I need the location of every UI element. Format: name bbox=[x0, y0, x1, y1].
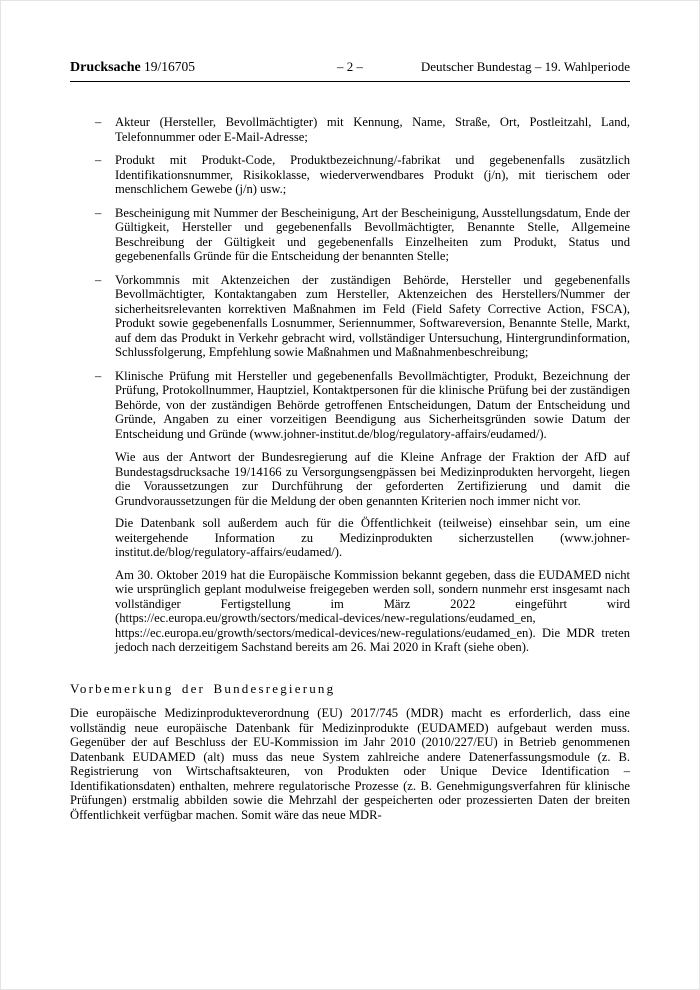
dash-marker: – bbox=[95, 115, 102, 129]
header-rule bbox=[70, 81, 630, 82]
drucksache-label: Drucksache bbox=[70, 60, 141, 75]
dash-marker: – bbox=[95, 272, 102, 287]
body-paragraph: Die europäische Medizinprodukteverordnung (EU) 2017/745 (MDR) macht es erforderlich, dass eine vollständig neue europäische Datenbank für Medizinprodukte (EUDAMED) aufgebaut werden muss. Gegenüber der auf Beschluss der EU-Kommission im Jahr 2010 (2010/227/EU) in Betrieb genommenen Datenbank EUDAMED (alt) muss das neue System zahlreiche andere Datenerfassungsmodule (z. B. Registrierung von Wirtschaftsakteuren, von Produkten oder Unique Device Identification – Identifikationsdaten) enthalten, mehrere regulatorische Prozesse (z. B. Genehmigungsverfahren für klinische Prüfungen) erstmalig abbilden sowie die Mehrzahl der gespeicherten oder prozessierten Daten der breiten Öffentlichkeit verfügbar machen. Somit wäre das neue MDR- bbox=[70, 706, 630, 822]
list-item bbox=[70, 153, 630, 197]
dash-marker: – bbox=[95, 153, 102, 167]
list-item-text: Vorkommnis mit Aktenzeichen der zuständigen Behörde, Hersteller und gegebenenfalls Bevollmächtigter, Kontaktangaben zum Hersteller, Aktenzeichen des Herstellers/Nummer der sicherheitsrelevanten korrektiven Maßnahmen im Feld (Field Safety Corrective Action, FSCA), Produkt sowie gegebenenfalls Losnummer, Seriennummer, Softwareversion, Benannte Stelle, Markt, auf dem das Produkt in Verkehr gebracht wird, vollständiger Untersuchung, Hintergrundinformation, Schlussfolgerung, Empfehlung sowie Maßnahmen und Maßnahmenbeschreibung; bbox=[115, 272, 630, 359]
list-item-text: Klinische Prüfung mit Hersteller und gegebenenfalls Bevollmächtigter, Produkt, Bezeichnung der Prüfung, Protokollnummer, Hauptziel, Kontaktpersonen für die klinische Prüfung bei der zuständigen Behörde, von der zuständigen Behörde getroffenen Entscheidungen, Datum der Entscheidung und Gründe, Angaben zu einer vorzeitigen Beendigung aus Sicherheitsgründen sowie Datum der Entscheidung und Gründe (www.johner-institut.de/blog/regulatory-affairs/eudamed/). bbox=[115, 368, 630, 441]
body-paragraph: Am 30. Oktober 2019 hat die Europäische Kommission bekannt gegeben, dass die EUDAMED nicht wie ursprünglich geplant modulweise freigegeben werden soll, sondern nunmehr erst insgesamt nach vollständiger Fertigstellung im März 2022 eingeführt wird (https://ec.europa.eu/growth/sectors/medical-devices/new-regulations/eudamed_en, https://ec.europa.eu/growth/sectors/medical-devices/new-regulations/eudamed_en). Die MDR treten jedoch nach derzeitigem Sachstand bereits am 26. Mai 2020 in Kraft (siehe oben). bbox=[115, 567, 630, 654]
drucksache-number: 19/16705 bbox=[144, 59, 196, 74]
page-number: – 2 – bbox=[337, 59, 363, 74]
list-item bbox=[70, 369, 630, 442]
document-body bbox=[70, 115, 630, 822]
list-item-text: Produkt mit Produkt-Code, Produktbezeichnung/-fabrikat und gegebenenfalls zusätzlich Identifikationsnummer, Risikoklasse, wiederverwendbares Produkt (j/n), mit tierischem oder menschlichem Gewebe (j/n) usw.; bbox=[115, 153, 630, 196]
page-header bbox=[70, 59, 630, 76]
list-item bbox=[70, 273, 630, 360]
criteria-list bbox=[70, 115, 630, 441]
wahlperiode-title: Deutscher Bundestag – 19. Wahlperiode bbox=[420, 59, 630, 74]
dash-marker: – bbox=[95, 205, 102, 220]
doc-number-block bbox=[70, 59, 195, 76]
body-paragraph: Die Datenbank soll außerdem auch für die Öffentlichkeit (teilweise) einsehbar sein, um eine weitergehende Information zu Medizinprodukten sicherzustellen (www.johner-institut.de/blog/regulatory-affairs/eudamed/). bbox=[115, 516, 630, 559]
list-item-text: Bescheinigung mit Nummer der Bescheinigung, Art der Bescheinigung, Ausstellungsdatum, Ende der Gültigkeit, Hersteller und gegebenenfalls Bevollmächtigter, Benannte Stelle, Allgemeine Beschreibung der Gültigkeit und gegebenenfalls Einzelheiten zum Produkt, Status und gegebenenfalls Gründe für die Entscheidung der benannten Stelle; bbox=[115, 205, 630, 263]
list-item bbox=[70, 115, 630, 144]
list-item bbox=[70, 206, 630, 264]
list-item-text: Akteur (Hersteller, Bevollmächtigter) mit Kennung, Name, Straße, Ort, Postleitzahl, Land, Telefonnummer oder E-Mail-Adresse; bbox=[115, 115, 630, 144]
section-heading-vorbemerkung: Vorbemerkung der Bundesregierung bbox=[70, 680, 336, 696]
body-paragraph: Wie aus der Antwort der Bundesregierung auf die Kleine Anfrage der Fraktion der AfD auf Bundestagsdrucksache 19/14166 zu Versorgungsengpässen bei Medizinprodukten hervorgeht, liegen die Voraussetzungen zur Durchführung der geforderten Zertifizierung und damit die Grundvoraussetzungen für die Meldung der oben genannten Kriterien noch immer nicht vor. bbox=[115, 450, 630, 508]
dash-marker: – bbox=[95, 368, 102, 383]
